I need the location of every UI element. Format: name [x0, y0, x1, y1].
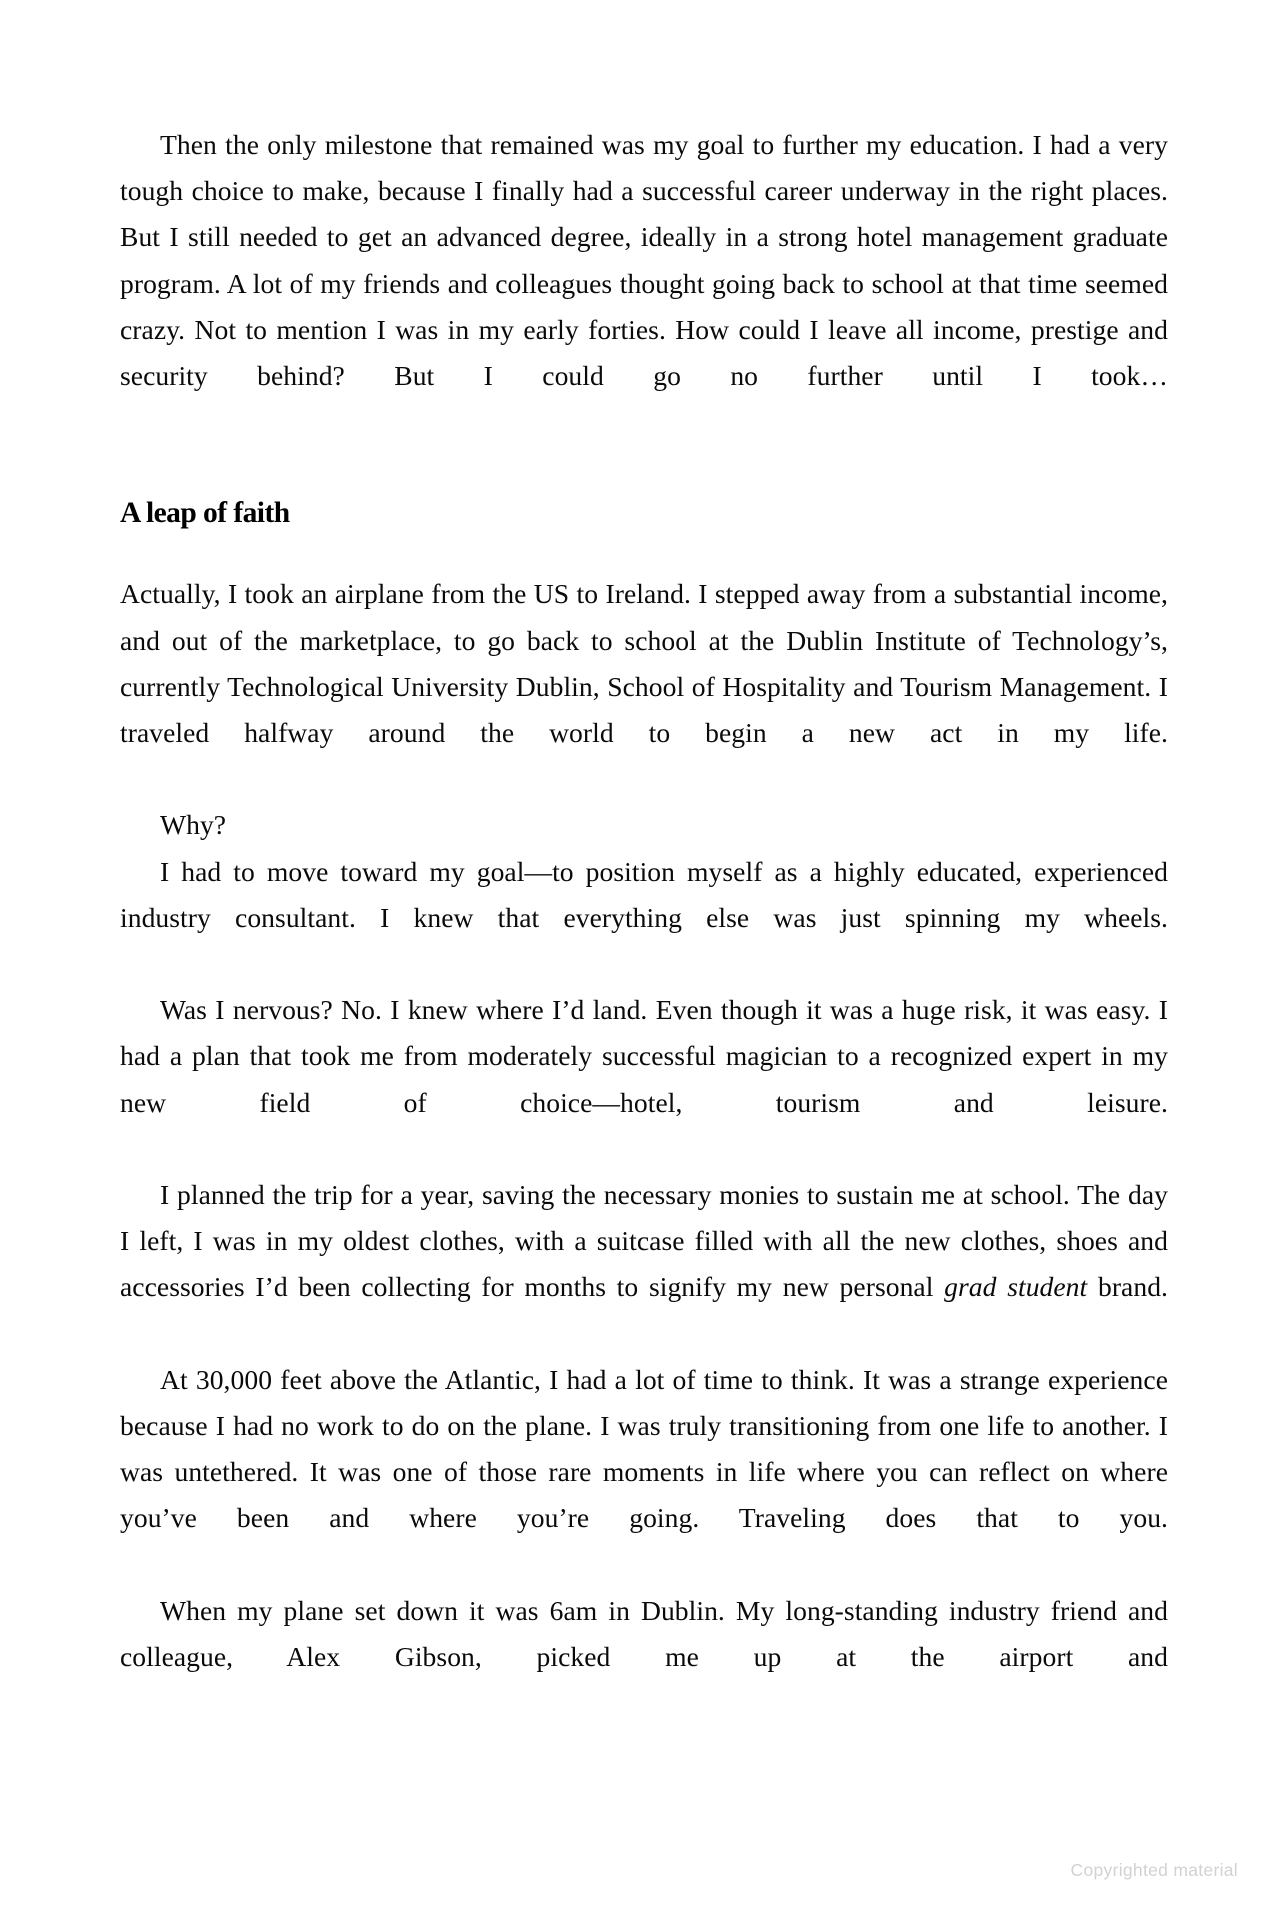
paragraph-planned-the-trip	[120, 1172, 1168, 1357]
paragraph-why: Why?	[160, 809, 227, 841]
paragraph-planned-the-trip-text-after-italic: brand.	[1087, 1271, 1168, 1303]
paragraph-move-toward-goal: I had to move toward my goal—to position myself as a highly educated, experienced industry consultant. I knew that everything else was just spinning my wheels.	[120, 855, 1168, 933]
paragraph-education-milestone: Then the only milestone that remained was my goal to further my education. I had a very tough choice to make, because I finally had a successful career underway in the right places. But I still needed to get an advanced degree, ideally in a strong hotel management graduate program. A lot of my friends and colleagues thought going back to school at that time seemed crazy. Not to mention I was in my early forties. How could I leave all income, prestige and security behind? But I could go no further until I took…	[120, 129, 1168, 392]
paragraph-30000-feet: At 30,000 feet above the Atlantic, I had a lot of time to think. It was a strange experience because I had no work to do on the plane. I was truly transitioning from one life to another. I was untethered. It was one of those rare moments in life where you can reflect on where you’ve been and where you’re going. Traveling does that to you.	[120, 1363, 1168, 1534]
spacer-above-heading	[120, 445, 1168, 495]
paragraph-planned-the-trip-text-before-italic: I planned the trip for a year, saving the necessary monies to sustain me at school. The day I left, I was in my oldest clothes, with a suitcase filled with all the new clothes, shoes and accessories I’d been collecting for months to signify my new personal	[120, 1179, 1168, 1303]
italic-phrase-grad-student: grad student	[944, 1271, 1088, 1303]
paragraph-plane-set-down-dublin: When my plane set down it was 6am in Dublin. My long-standing industry friend and colleague, Alex Gibson, picked me up at the airport and	[120, 1594, 1168, 1673]
spacer-below-heading	[120, 531, 1168, 571]
copyright-watermark: Copyrighted material	[1070, 1860, 1238, 1880]
paragraph-airplane-to-ireland: Actually, I took an airplane from the US to Ireland. I stepped away from a substantial income, and out of the marketplace, to go back to school at the Dublin Institute of Technology’s, currently Technological University Dublin, School of Hospitality and Tourism Management. I traveled halfway around the world to begin a new act in my life.	[120, 578, 1168, 749]
paragraph-was-i-nervous: Was I nervous? No. I knew where I’d land. Even though it was a huge risk, it was easy. I had a plan that took me from moderately successful magician to a recognized expert in my new field of choice—hotel, tourism and leisure.	[120, 994, 1168, 1118]
section-heading-a-leap-of-faith: A leap of faith	[120, 497, 290, 530]
page-text-column	[120, 122, 1168, 1727]
